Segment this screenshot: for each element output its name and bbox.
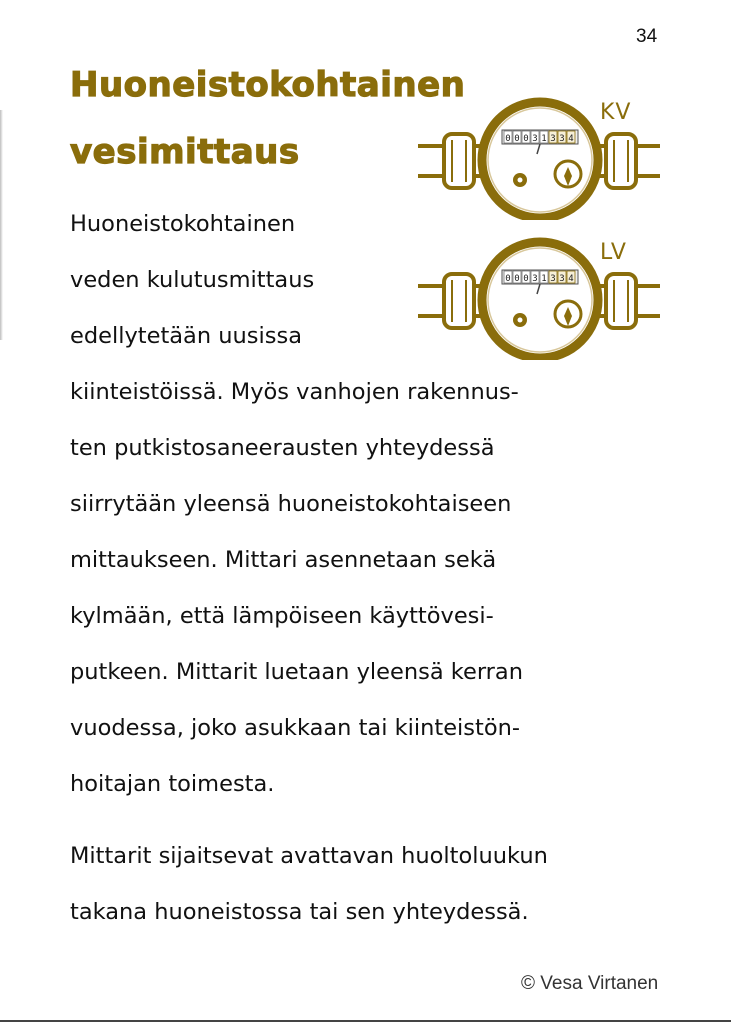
svg-text:0: 0 <box>505 134 511 144</box>
svg-text:0: 0 <box>523 274 529 284</box>
text-line: mittaukseen. Mittari asennetaan sekä <box>70 547 497 573</box>
bottom-rule <box>0 1020 731 1022</box>
svg-text:3: 3 <box>550 134 556 144</box>
svg-text:3: 3 <box>559 134 565 144</box>
svg-text:0: 0 <box>523 134 529 144</box>
text-line: hoitajan toimesta. <box>70 771 275 797</box>
svg-text:1: 1 <box>541 134 547 144</box>
title-line-2: vesimittaus <box>70 132 300 172</box>
svg-text:3: 3 <box>550 274 556 284</box>
text-line: kylmään, että lämpöiseen käyttövesi- <box>70 603 494 629</box>
text-line: takana huoneistossa tai sen yhteydessä. <box>70 899 529 925</box>
page-title <box>70 52 465 186</box>
text-line: edellytetään uusissa <box>70 323 302 349</box>
svg-text:0: 0 <box>514 274 520 284</box>
page-number: 34 <box>636 26 658 47</box>
copyright: © Vesa Virtanen <box>521 973 659 994</box>
svg-text:0: 0 <box>505 274 511 284</box>
text-line: Mittarit sijaitsevat avattavan huoltoluukun <box>70 843 548 869</box>
meter-label-kv: KV <box>600 100 632 125</box>
svg-text:1: 1 <box>541 274 547 284</box>
svg-text:3: 3 <box>532 134 538 144</box>
text-line: vuodessa, joko asukkaan tai kiinteistön- <box>70 715 520 741</box>
svg-text:3: 3 <box>532 274 538 284</box>
text-line: kiinteistöissä. Myös vanhojen rakennus- <box>70 379 519 405</box>
meter-label-lv: LV <box>600 240 627 265</box>
page-edge-shadow <box>0 110 3 340</box>
text-line: Huoneistokohtainen <box>70 211 296 237</box>
text-line: putkeen. Mittarit luetaan yleensä kerran <box>70 659 523 685</box>
title-line-1: Huoneistokohtainen <box>70 65 466 105</box>
text-line: siirrytään yleensä huoneistokohtaiseen <box>70 491 512 517</box>
svg-text:4: 4 <box>568 274 574 284</box>
text-line: ten putkistosaneerausten yhteydessä <box>70 435 495 461</box>
text-line: veden kulutusmittaus <box>70 267 315 293</box>
svg-text:4: 4 <box>568 134 574 144</box>
svg-text:3: 3 <box>559 274 565 284</box>
svg-text:0: 0 <box>514 134 520 144</box>
paragraph-2 <box>70 828 690 940</box>
paragraph-1 <box>70 196 690 812</box>
